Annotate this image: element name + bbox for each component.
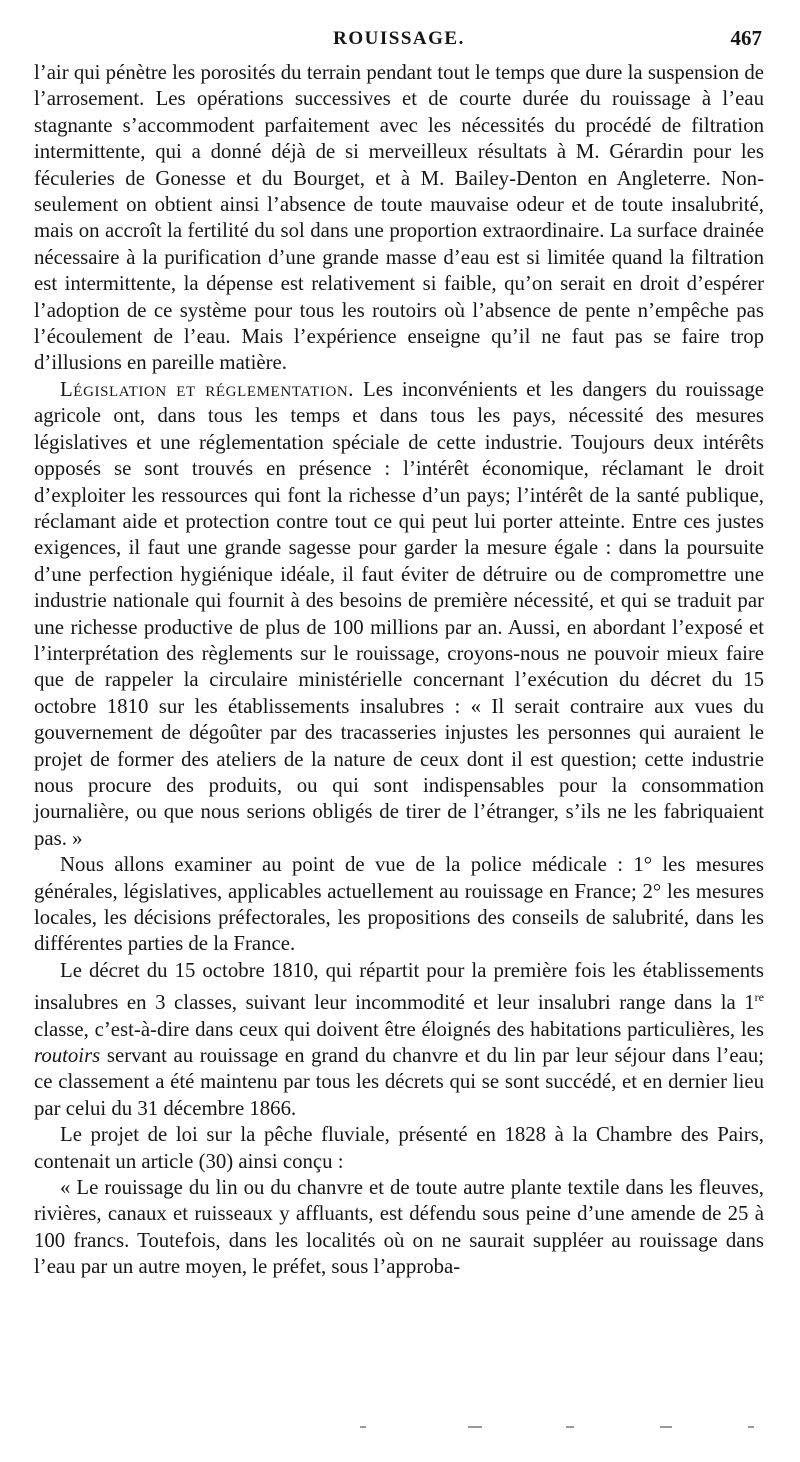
running-title: ROUISSAGE. [333,28,465,49]
scan-mark [468,1426,482,1428]
book-page [34,22,764,1281]
scan-mark [748,1426,754,1428]
italic-routoirs: routoirs [34,1043,101,1067]
paragraph-legislation [34,377,764,852]
decret-text-before: Le décret du 15 octobre 1810, qui répartit pour la première fois les établissements insalubres en 3 classes, suivant leur incommodité et leur insalubri range dans la 1 [34,958,764,1015]
decret-text-middle: classe, c’est-à-dire dans ceux qui doivent être éloignés des habitations particulières, les [34,1017,764,1041]
scan-artifact-marks [360,1426,780,1430]
paragraph-legislation-text: Les inconvénients et les dangers du rouissage agricole ont, dans tous les temps et dans tous les pays, nécessité des mesures législatives et une réglementation spéciale de cette industrie. Toujours deux intérêts opposés se sont trouvés en présence : l’intérêt économique, réclamant le droit d’exploiter les ressources qui font la richesse d’un pays; l’intérêt de la santé publique, réclamant aide et protection contre tout ce qui peut lui porter atteinte. Entre ces justes exigences, il faut une grande sagesse pour garder la mesure égale : dans la poursuite d’une perfection hygiénique idéale, il faut éviter de détruire ou de compromettre une industrie nationale qui fournit à des besoins de première nécessité, et qui se traduit par une richesse productive de plus de 100 millions par an. Aussi, en abordant l’exposé et l’interprétation des règlements sur le rouissage, croyons-nous ne pouvoir mieux faire que de rappeler la circulaire ministérielle concernant l’exécution du décret du 15 octobre 1810 sur les établissements insalubres : « Il serait contraire aux vues du gouvernement de dégoûter par des tracasseries injustes les personnes qui auraient le projet de former des ateliers de la nature de ceux dont il est question; cette industrie nous procure des produits, ou qui sont indispensables pour la consommation journalière, ou que nous serions obligés de tirer de l’étranger, s’ils ne les fabriquaient pas. » [34,377,764,850]
paragraph-quotation: « Le rouissage du lin ou du chanvre et de toute autre plante textile dans les fleuves, rivières, canaux et ruisseaux y affluants, est défendu sous peine d’une amende de 25 à 100 francs. Toutefois, dans les localités où on ne saurait suppléer au rouissage dans l’eau par un autre moyen, le préfet, sous l’approba- [34,1175,764,1279]
body-text [34,60,764,1281]
decret-text-after: servant au rouissage en grand du chanvre et du lin par leur séjour dans l’eau; ce classement a été maintenu par tous les décrets qui se sont succédé, et en dernier lieu par celui du 31 décembre 1866. [34,1043,764,1120]
paragraph-decret-1810 [34,958,764,1122]
section-heading-legislation: Législation et réglementation. [60,377,355,401]
superscript-re: re [754,990,764,1005]
page-number: 467 [730,26,762,50]
running-header [34,22,764,60]
paragraph-police-medicale: Nous allons examiner au point de vue de la police médicale : 1° les mesures générales, législatives, applicables actuellement au rouissage en France; 2° les mesures locales, les décisions préfectorales, les propositions des conseils de salubrité, dans les différentes parties de la France. [34,853,764,956]
scan-mark [566,1426,574,1428]
paragraph-1: l’air qui pénètre les porosités du terrain pendant tout le temps que dure la suspension de l’arrosement. Les opérations successives et de courte durée du rouissage à l’eau stagnante s’accommodent parfaitement avec les nécessités du procédé de filtration intermittente, qui a donné déjà de si merveilleux résultats à M. Gérardin pour les féculeries de Gonesse et du Bourget, et à M. Bailey-Denton en Angleterre. Non-seulement on obtient ainsi l’absence de toute mauvaise odeur et de toute insalubrité, mais on accroît la fertilité du sol dans une proportion extraordinaire. La surface drainée nécessaire à la purification d’une grande masse d’eau est si limitée quand la filtration est intermittente, la dépense est relativement si faible, qu’on serait en droit d’espérer l’adoption de ce système pour tous les routoirs où l’absence de pente n’empêche pas l’écoulement de l’eau. Mais l’expérience enseigne qu’il ne faut pas se faire trop d’illusions en pareille matière. [34,61,764,375]
scan-mark [660,1426,672,1428]
paragraph-projet-loi: Le projet de loi sur la pêche fluviale, présenté en 1828 à la Chambre des Pairs, contenait un article (30) ainsi conçu : [34,1123,764,1173]
scan-mark [360,1426,366,1428]
